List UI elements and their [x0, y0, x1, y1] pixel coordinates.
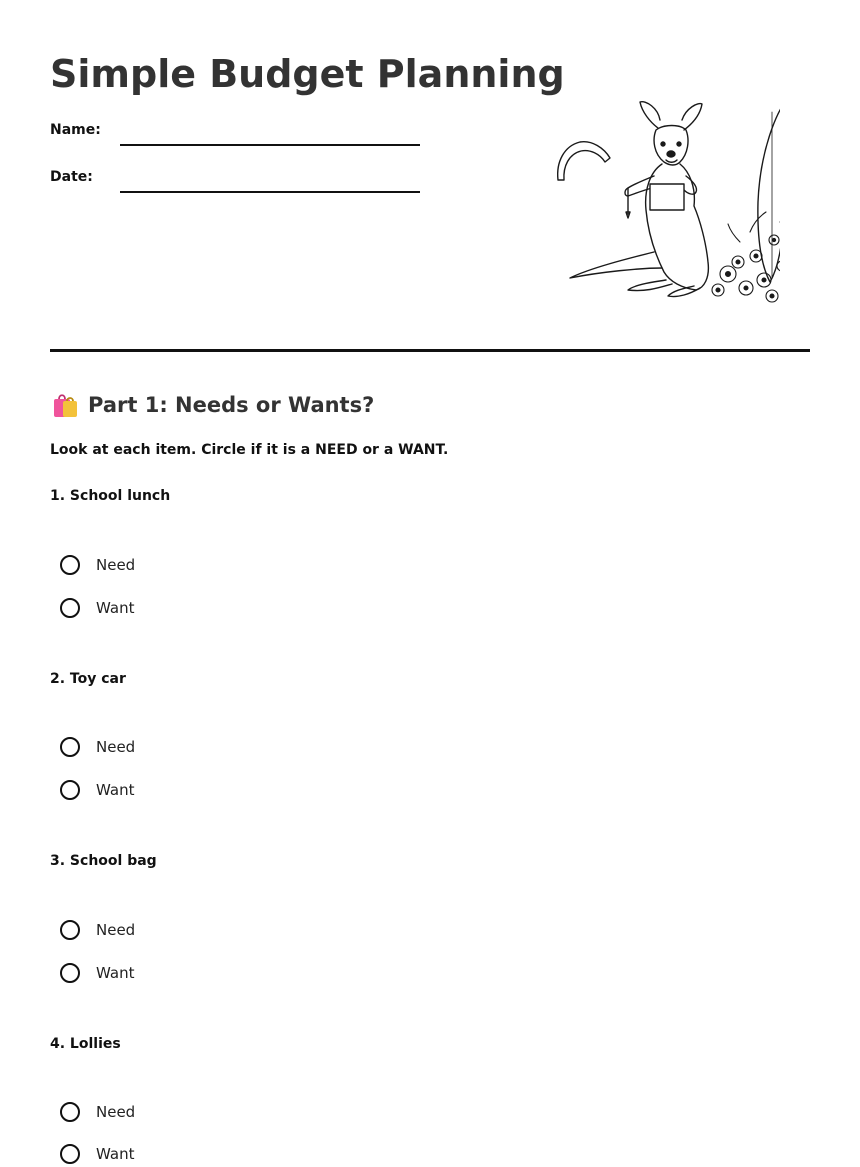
section-divider [50, 349, 810, 352]
option-label: Need [96, 738, 136, 756]
part1-title: Part 1: Needs or Wants? [88, 393, 375, 417]
boomerang-icon [558, 142, 610, 180]
name-field[interactable] [50, 120, 420, 150]
option-label: Want [96, 1145, 135, 1163]
option-want[interactable] [60, 595, 220, 621]
option-want[interactable] [60, 1141, 220, 1167]
option-label: Need [96, 921, 136, 939]
question-2 [50, 669, 810, 839]
circle-choice-icon[interactable] [60, 555, 80, 575]
option-need[interactable] [60, 917, 220, 943]
part1-heading [50, 389, 374, 421]
option-label: Want [96, 599, 135, 617]
kangaroo-illustration [550, 92, 780, 312]
question-3 [50, 851, 810, 1021]
worksheet-title: Simple Budget Planning [50, 52, 565, 96]
option-need[interactable] [60, 552, 220, 578]
option-need[interactable] [60, 734, 220, 760]
part1-instruction: Look at each item. Circle if it is a NEED or a WANT. [50, 442, 449, 458]
circle-choice-icon[interactable] [60, 737, 80, 757]
shopping-bags-icon [50, 390, 80, 420]
circle-choice-icon[interactable] [60, 598, 80, 618]
question-text: 2. Toy car [50, 671, 126, 687]
option-want[interactable] [60, 777, 220, 803]
option-label: Want [96, 964, 135, 982]
option-label: Need [96, 556, 136, 574]
circle-choice-icon[interactable] [60, 963, 80, 983]
circle-choice-icon[interactable] [60, 780, 80, 800]
circle-choice-icon[interactable] [60, 1144, 80, 1164]
option-want[interactable] [60, 960, 220, 986]
date-label: Date: [50, 169, 93, 185]
question-1 [50, 486, 810, 656]
date-write-line[interactable] [120, 191, 420, 193]
name-label: Name: [50, 122, 101, 138]
option-label: Want [96, 781, 135, 799]
question-text: 1. School lunch [50, 488, 171, 504]
question-text: 3. School bag [50, 853, 157, 869]
question-text: 4. Lollies [50, 1036, 121, 1052]
date-field[interactable] [50, 167, 420, 197]
surfboard-icon [758, 98, 780, 282]
circle-choice-icon[interactable] [60, 920, 80, 940]
question-4 [50, 1034, 810, 1161]
circle-choice-icon[interactable] [60, 1102, 80, 1122]
option-label: Need [96, 1103, 136, 1121]
option-need[interactable] [60, 1099, 220, 1125]
name-write-line[interactable] [120, 144, 420, 146]
